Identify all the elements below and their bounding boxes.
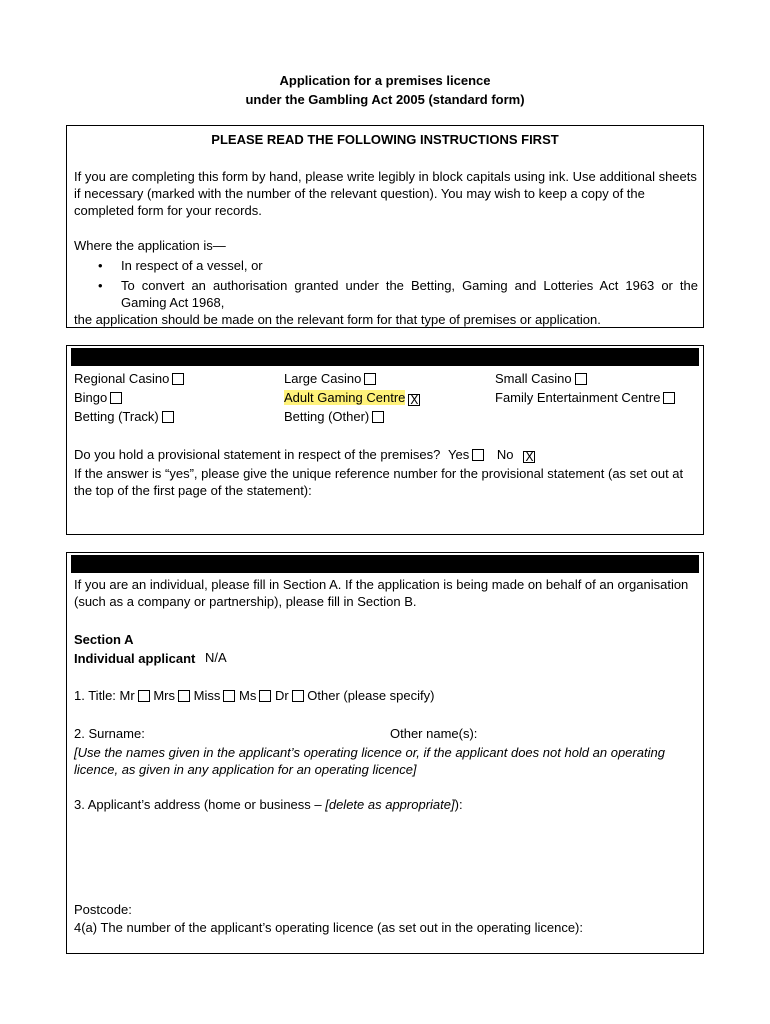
checkbox-title-miss[interactable]: [223, 690, 235, 702]
checkbox-betting-other[interactable]: [372, 411, 384, 423]
checkbox-title-dr[interactable]: [292, 690, 304, 702]
names-note: [Use the names given in the applicant’s operating licence or, if the applicant does not hold an operating licence, as given in any application for an operating licence]: [74, 745, 665, 777]
checkbox-small-casino[interactable]: [575, 373, 587, 385]
option-betting-track[interactable]: Betting (Track): [74, 408, 174, 425]
option-large-casino[interactable]: Large Casino: [284, 370, 376, 387]
section-header-bar: [71, 555, 699, 573]
section-a-heading: Section A: [74, 632, 134, 647]
bullet-convert: • To convert an authorisation granted under the Betting, Gaming and Lotteries Act 1963 or the Gaming Act 1968,: [74, 277, 698, 311]
provisional-followup-text: If the answer is “yes”, please give the unique reference number for the provisional statement (as set out at the top of the first page of the statement):: [74, 466, 684, 498]
applicant-intro: If you are an individual, please fill in Section A. If the application is being made on behalf of an organisation (such as a company or partnership), please fill in Section B.: [74, 577, 689, 609]
checkbox-provisional-no[interactable]: X: [525, 450, 534, 464]
instructions-box: [66, 125, 704, 328]
other-names-label: Other name(s):: [390, 726, 478, 741]
title-row: 1. Title: Mr Mrs Miss Ms Dr Other (please specify): [74, 688, 435, 703]
checkbox-bingo[interactable]: [110, 392, 122, 404]
option-adult-gaming-centre[interactable]: Adult Gaming Centre X: [284, 390, 419, 407]
option-regional-casino[interactable]: Regional Casino: [74, 370, 184, 387]
operating-licence-number-label: 4(a) The number of the applicant’s operating licence (as set out in the operating licence):: [74, 920, 583, 935]
option-small-casino[interactable]: Small Casino: [495, 370, 587, 387]
individual-applicant-value: N/A: [204, 650, 227, 665]
checkbox-betting-track[interactable]: [162, 411, 174, 423]
checkbox-title-mrs[interactable]: [178, 690, 190, 702]
premises-type-box: [66, 345, 704, 535]
instructions-para2-intro: Where the application is—: [74, 238, 226, 253]
option-family-entertainment-centre[interactable]: Family Entertainment Centre: [495, 389, 675, 406]
instructions-heading: PLEASE READ THE FOLLOWING INSTRUCTIONS FIRST: [211, 132, 559, 147]
form-title-line2: under the Gambling Act 2005 (standard form): [245, 92, 525, 107]
instructions-bullet-list: [74, 257, 698, 311]
checkbox-title-mr[interactable]: [138, 690, 150, 702]
checkbox-large-casino[interactable]: [364, 373, 376, 385]
surname-label: 2. Surname:: [74, 726, 145, 741]
individual-applicant-row: Individual applicant N/A: [74, 650, 227, 666]
checkbox-adult-gaming-centre[interactable]: X: [410, 393, 419, 407]
instructions-para1: If you are completing this form by hand, please write legibly in block capitals using ink. Use additional sheets if necessary (marked with the number of the relevant question). You may wish to keep a copy of the completed form for your records.: [74, 169, 697, 218]
bullet-vessel: • In respect of a vessel, or: [74, 257, 698, 274]
checkbox-regional-casino[interactable]: [172, 373, 184, 385]
instructions-para2-end: the application should be made on the relevant form for that type of premises or application.: [74, 312, 601, 327]
section-header-bar: [71, 348, 699, 366]
option-bingo[interactable]: Bingo: [74, 389, 122, 406]
form-title-line1: Application for a premises licence: [279, 73, 491, 88]
postcode-label: Postcode:: [74, 902, 132, 917]
checkbox-family-entertainment-centre[interactable]: [663, 392, 675, 404]
checkbox-provisional-yes[interactable]: [472, 449, 484, 461]
checkbox-title-ms[interactable]: [259, 690, 271, 702]
option-betting-other[interactable]: Betting (Other): [284, 408, 384, 425]
provisional-statement-question: Do you hold a provisional statement in respect of the premises? Yes No X: [74, 447, 534, 464]
address-label: 3. Applicant’s address (home or business – [delete as appropriate]):: [74, 797, 463, 812]
applicant-box: [66, 552, 704, 954]
